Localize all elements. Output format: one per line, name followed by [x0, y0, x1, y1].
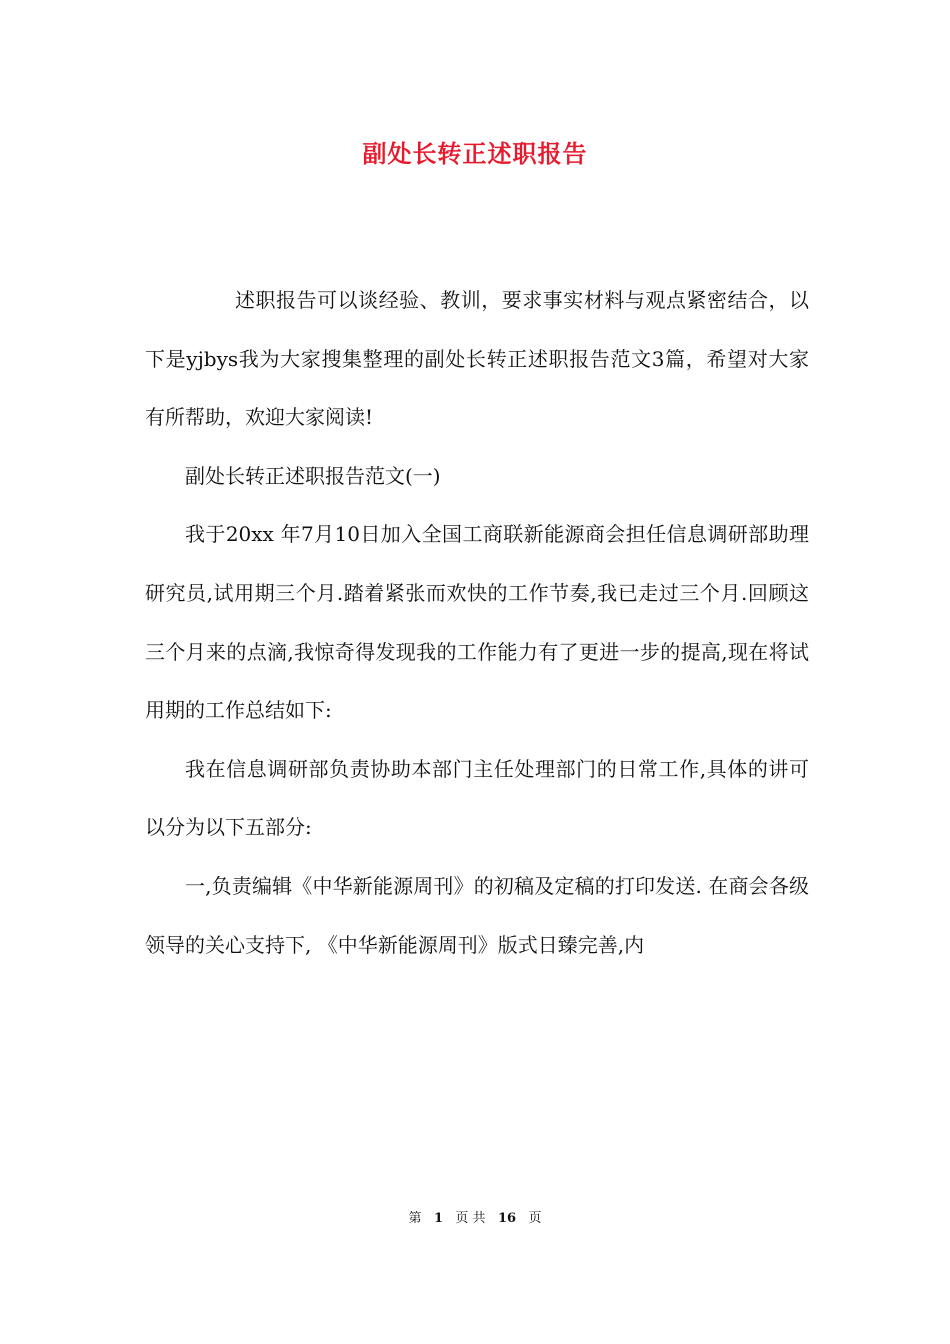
paragraph-item-one: 一,负责编辑《中华新能源周刊》的初稿及定稿的打印发送. 在商会各级领导的关心支持下, 《中华新能源周刊》版式日臻完善,内	[145, 873, 809, 957]
footer-current-page: 1	[433, 1211, 443, 1226]
document-body	[145, 271, 809, 974]
footer-suffix: 页	[528, 1211, 542, 1226]
footer-prefix: 第	[408, 1211, 422, 1226]
footer-total-pages: 16	[497, 1211, 517, 1226]
paragraph-join-date: 我于20xx 年7月10日加入全国工商联新能源商会担任信息调研部助理研究员,试用期三个月.踏着紧张而欢快的工作节奏,我已走过三个月.回顾这三个月来的点滴,我惊奇得发现我的工作能力有了更进一步的提高,现在将试用期的工作总结如下:	[145, 522, 809, 723]
footer-middle: 页 共	[455, 1211, 486, 1226]
paragraph-responsibilities: 我在信息调研部负责协助本部门主任处理部门的日常工作,具体的讲可以分为以下五部分:	[145, 756, 809, 840]
paragraph-section-heading: 副处长转正述职报告范文(一)	[185, 463, 441, 488]
document-title: 副处长转正述职报告	[362, 139, 588, 168]
paragraph-intro: 述职报告可以谈经验、教训，要求事实材料与观点紧密结合，以下是yjbys我为大家搜集整理的副处长转正述职报告范文3篇，希望对大家有所帮助，欢迎大家阅读!	[145, 288, 809, 430]
page-number-footer	[0, 1209, 950, 1229]
